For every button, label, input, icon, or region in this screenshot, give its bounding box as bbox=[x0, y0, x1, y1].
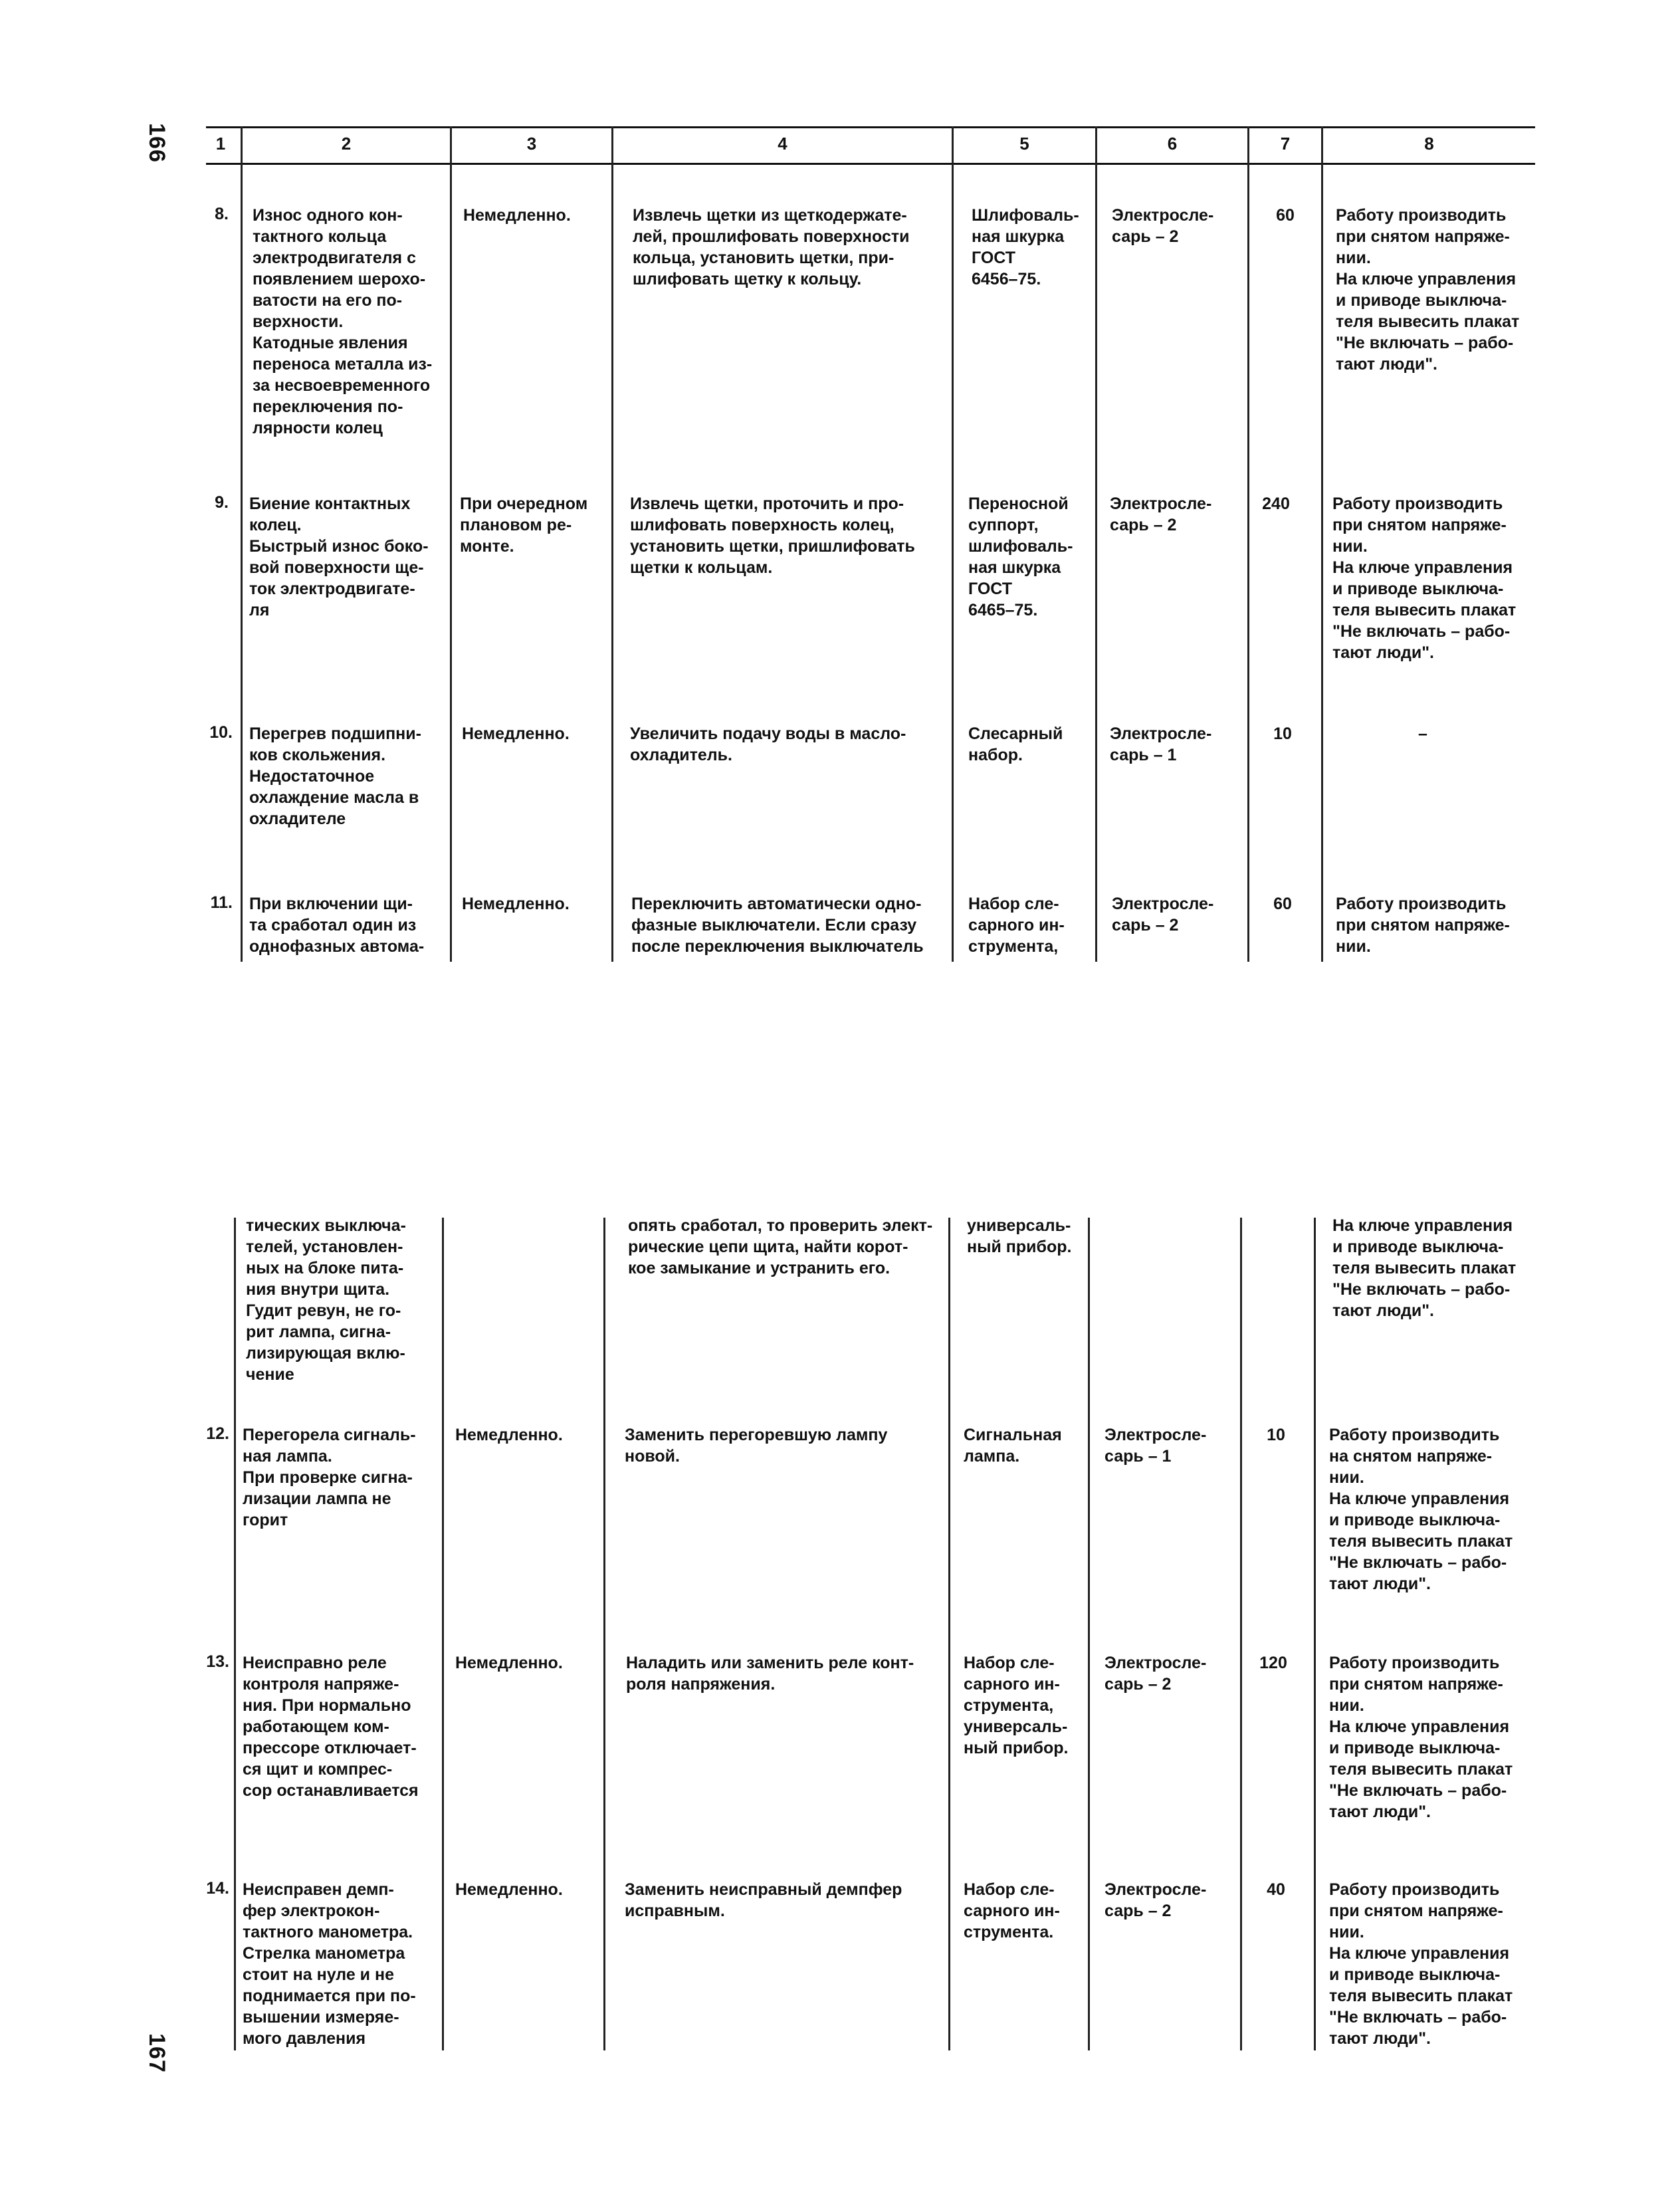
bottom-col-divider bbox=[603, 1218, 605, 2050]
bottom-col-divider bbox=[234, 1218, 236, 2050]
top-col-divider bbox=[611, 126, 613, 962]
duration-minutes: 40 bbox=[1267, 1880, 1285, 1899]
personnel: Электросле- сарь – 2 bbox=[1112, 895, 1214, 934]
row-number: 8. bbox=[215, 205, 229, 223]
top-col-divider bbox=[1095, 126, 1097, 962]
duration-minutes: 60 bbox=[1276, 206, 1295, 225]
fault-description: тических выключа- телей, установлен- ных на блоке пита- ния внутри щита. Гудит ревун, не го- рит лампа, сигна- лизирующая вклю- чение bbox=[246, 1216, 406, 1384]
urgency: Немедленно. bbox=[455, 1426, 563, 1444]
safety-notes: Работу производить при снятом напряже- нии. На ключе управления и приводе выключа- теля вывесить плакат "Не включать – рабо- тают люди". bbox=[1329, 1654, 1513, 1821]
column-header-2: 2 bbox=[341, 134, 352, 154]
tools: Набор сле- сарного ин- струмента. bbox=[964, 1880, 1060, 1941]
column-header-8: 8 bbox=[1424, 134, 1434, 154]
column-header-3: 3 bbox=[526, 134, 537, 154]
fault-description: Перегорела сигналь- ная лампа. При проверке сигна- лизации лампа не горит bbox=[243, 1426, 416, 1529]
row-number: 11. bbox=[210, 893, 233, 912]
tools: Набор сле- сарного ин- струмента, универсаль- ный прибор. bbox=[964, 1654, 1069, 1757]
urgency: Немедленно. bbox=[462, 895, 570, 913]
fault-description: Неисправен демп- фер электрокон- тактного манометра. Стрелка манометра стоит на нуле и не поднимается при по- вышении измеряе- мого давления bbox=[243, 1880, 416, 2048]
tools: Сигнальная лампа. bbox=[964, 1426, 1062, 1466]
remedy: Наладить или заменить реле конт- роля напряжения. bbox=[626, 1654, 914, 1694]
bottom-col-divider bbox=[1088, 1218, 1090, 2050]
top-col-divider bbox=[952, 126, 954, 962]
remedy: Увеличить подачу воды в масло- охладитель. bbox=[630, 724, 906, 764]
remedy: Переключить автоматически одно- фазные выключатели. Если сразу после переключения выключатель bbox=[631, 895, 924, 956]
personnel: Электросле- сарь – 1 bbox=[1110, 724, 1212, 764]
column-header-6: 6 bbox=[1167, 134, 1178, 154]
column-header-1: 1 bbox=[215, 134, 226, 154]
personnel: Электросле- сарь – 1 bbox=[1104, 1426, 1207, 1466]
fault-description: Неисправно реле контроля напряже- ния. При нормально работающем ком- прессоре отключает- ся щит и компрес- сор останавливается bbox=[243, 1654, 419, 1800]
row-number: 9. bbox=[215, 493, 229, 512]
duration-minutes: 120 bbox=[1259, 1654, 1287, 1672]
safety-notes: Работу производить при снятом напряже- нии. На ключе управления и приводе выключа- теля вывесить плакат "Не включать – рабо- тают люди". bbox=[1332, 495, 1517, 662]
personnel: Электросле- сарь – 2 bbox=[1112, 206, 1214, 246]
tools: Переносной суппорт, шлифоваль- ная шкурка ГОСТ 6465–75. bbox=[968, 495, 1073, 619]
column-header-7: 7 bbox=[1280, 134, 1291, 154]
urgency: При очередном плановом ре- монте. bbox=[460, 495, 588, 556]
top-col-divider bbox=[241, 126, 243, 962]
remedy: опять сработал, то проверить элект- рические цепи щита, найти корот- кое замыкание и устранить его. bbox=[628, 1216, 933, 1277]
duration-minutes: 10 bbox=[1273, 724, 1292, 743]
row-number: 13. bbox=[206, 1652, 229, 1671]
remedy: Извлечь щетки из щеткодержате- лей, прошлифовать поверхности кольца, установить щетки, при- шлифовать щетку к кольцу. bbox=[633, 206, 910, 288]
fault-description: Биение контактных колец. Быстрый износ боко- вой поверхности ще- ток электродвигате- ля bbox=[249, 495, 429, 619]
fault-description: Перегрев подшипни- ков скольжения. Недостаточное охлаждение масла в охладителе bbox=[249, 724, 421, 828]
fault-description: При включении щи- та сработал один из однофазных автома- bbox=[249, 895, 425, 956]
safety-notes: Работу производить на снятом напряже- нии. На ключе управления и приводе выключа- теля вывесить плакат "Не включать – рабо- тают люди". bbox=[1329, 1426, 1513, 1593]
page-number-top: 166 bbox=[144, 123, 169, 163]
bottom-col-divider bbox=[948, 1218, 950, 2050]
top-table-rule-header bbox=[206, 163, 1535, 165]
urgency: Немедленно. bbox=[455, 1880, 563, 1899]
tools: Шлифоваль- ная шкурка ГОСТ 6456–75. bbox=[972, 206, 1079, 288]
page-number-bottom: 167 bbox=[144, 2033, 169, 2073]
bottom-col-divider bbox=[1240, 1218, 1242, 2050]
safety-notes: Работу производить при снятом напряже- нии. На ключе управления и приводе выключа- теля вывесить плакат "Не включать – рабо- тают люди". bbox=[1329, 1880, 1513, 2048]
urgency: Немедленно. bbox=[462, 724, 570, 743]
row-number: 12. bbox=[206, 1424, 229, 1443]
personnel: Электросле- сарь – 2 bbox=[1104, 1880, 1207, 1920]
tools: Набор сле- сарного ин- струмента, bbox=[968, 895, 1065, 956]
remedy: Извлечь щетки, проточить и про- шлифовать поверхность колец, установить щетки, пришлифовать щетки к кольцам. bbox=[630, 495, 915, 577]
row-number: 14. bbox=[206, 1879, 229, 1898]
urgency: Немедленно. bbox=[463, 206, 571, 225]
safety-notes: – bbox=[1418, 724, 1427, 743]
remedy: Заменить перегоревшую лампу новой. bbox=[625, 1426, 888, 1466]
duration-minutes: 60 bbox=[1273, 895, 1292, 913]
remedy: Заменить неисправный демпфер исправным. bbox=[625, 1880, 902, 1920]
column-header-4: 4 bbox=[778, 134, 788, 154]
top-col-divider bbox=[1321, 126, 1323, 962]
top-table-rule-upper bbox=[206, 126, 1535, 128]
safety-notes: Работу производить при снятом напряже- нии. bbox=[1336, 895, 1510, 956]
row-number: 10. bbox=[209, 723, 233, 742]
top-col-divider bbox=[1247, 126, 1249, 962]
urgency: Немедленно. bbox=[455, 1654, 563, 1672]
fault-description: Износ одного кон- тактного кольца электродвигателя с появлением шерохо- ватости на его по- верхности. Катодные явления переноса металла из- за несвоевременного переключения по- лярности колец bbox=[253, 206, 433, 437]
duration-minutes: 240 bbox=[1262, 495, 1290, 513]
personnel: Электросле- сарь – 2 bbox=[1110, 495, 1212, 534]
tools: универсаль- ный прибор. bbox=[967, 1216, 1072, 1256]
safety-notes: На ключе управления и приводе выключа- теля вывесить плакат "Не включать – рабо- тают люди". bbox=[1332, 1216, 1517, 1320]
personnel: Электросле- сарь – 2 bbox=[1104, 1654, 1207, 1694]
duration-minutes: 10 bbox=[1267, 1426, 1285, 1444]
safety-notes: Работу производить при снятом напряже- нии. На ключе управления и приводе выключа- теля вывесить плакат "Не включать – рабо- тают люди". bbox=[1336, 206, 1520, 374]
bottom-col-divider bbox=[442, 1218, 444, 2050]
column-header-5: 5 bbox=[1019, 134, 1029, 154]
bottom-col-divider bbox=[1314, 1218, 1316, 2050]
tools: Слесарный набор. bbox=[968, 724, 1063, 764]
